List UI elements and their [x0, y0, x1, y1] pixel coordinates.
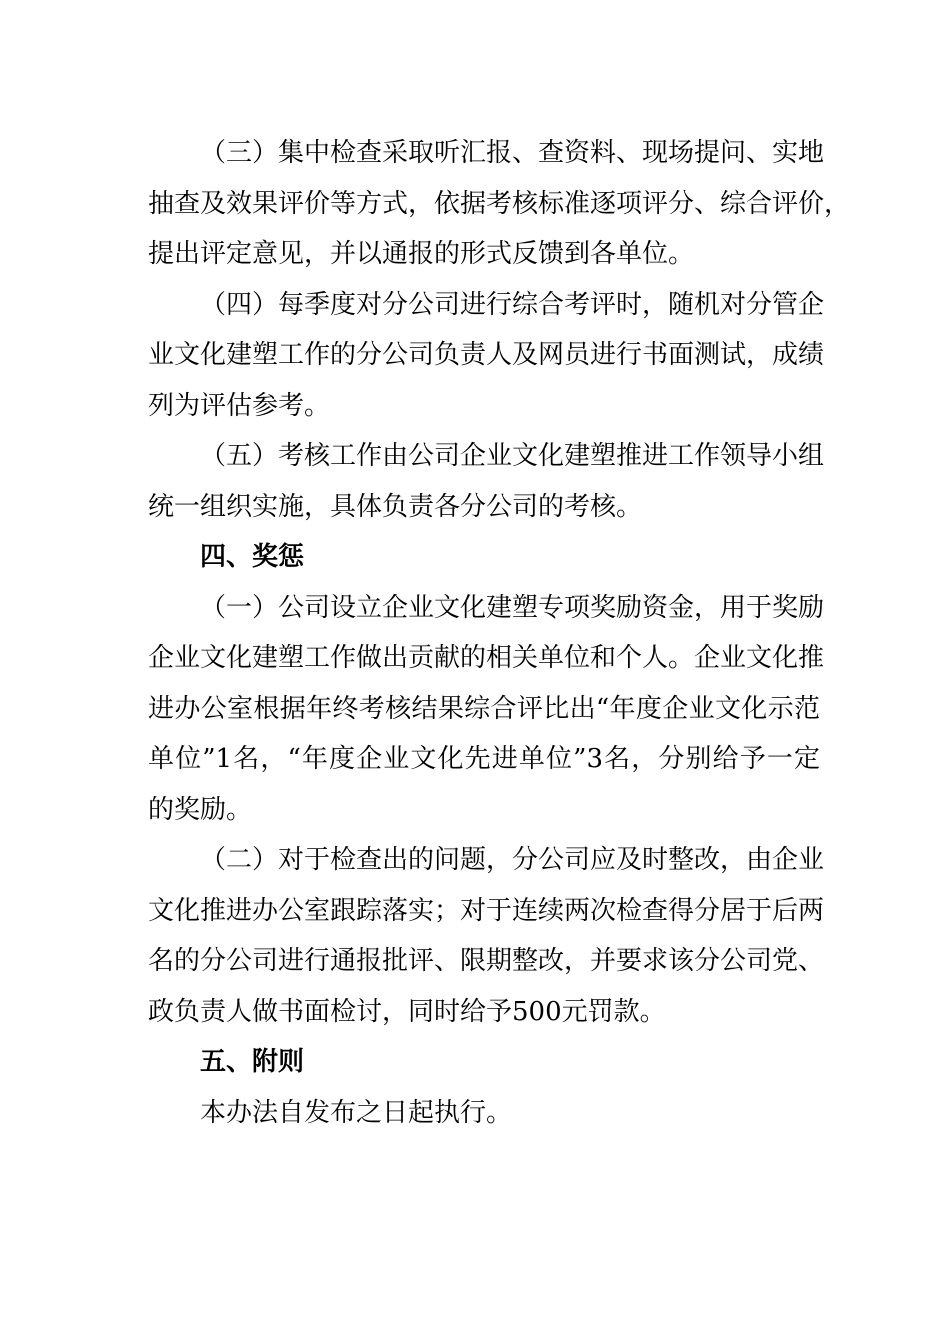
text-line: 抽查及效果评价等方式，依据考核标准逐项评分、综合评价， — [148, 188, 851, 219]
text-line: 名的分公司进行通报批评、限期整改，并要求该分公司党、 — [148, 946, 825, 976]
text-line: 统一组织实施，具体负责各分公司的考核。 — [148, 491, 643, 522]
text-line: （五）考核工作由公司企业文化建塑推进工作领导小组 — [200, 441, 825, 471]
section-heading-supplementary: 五、附则 — [200, 1047, 305, 1077]
text-line: （二）对于检查出的问题，分公司应及时整改，由企业 — [200, 845, 825, 875]
section-heading-rewards-penalties: 四、奖惩 — [200, 542, 305, 572]
document-body — [148, 128, 851, 1138]
text-line: 列为评估参考。 — [148, 390, 331, 421]
text-line: 政负责人做书面检讨，同时给予500元罚款。 — [148, 996, 666, 1027]
paragraph-rectification-penalty — [148, 835, 825, 1037]
paragraph-reward-fund — [148, 583, 825, 836]
text-line: 提出评定意见，并以通报的形式反馈到各单位。 — [148, 239, 695, 269]
text-line: 文化推进办公室跟踪落实；对于连续两次检查得分居于后两 — [148, 895, 825, 926]
paragraph-quarterly-evaluation — [148, 280, 825, 432]
text-line: （一）公司设立企业文化建塑专项奖励资金，用于奖励 — [200, 592, 825, 623]
text-line: 业文化建塑工作的分公司负责人及网员进行书面测试，成绩 — [148, 340, 825, 370]
text-line: 单位”1名，“年度企业文化先进单位”3名，分别给予一定 — [148, 744, 820, 774]
text-line: 的奖励。 — [148, 794, 253, 825]
paragraph-assessment-organization — [148, 431, 825, 532]
closing-statement: 本办法自发布之日起执行。 — [200, 1097, 513, 1128]
text-line: 企业文化建塑工作做出贡献的相关单位和个人。企业文化推 — [148, 643, 825, 673]
text-line: （四）每季度对分公司进行综合考评时，随机对分管企 — [200, 289, 825, 320]
paragraph-inspection-methods — [148, 128, 851, 280]
text-line: 进办公室根据年终考核结果综合评比出“年度企业文化示范 — [148, 693, 820, 724]
text-line: （三）集中检查采取听汇报、查资料、现场提问、实地 — [200, 138, 825, 168]
